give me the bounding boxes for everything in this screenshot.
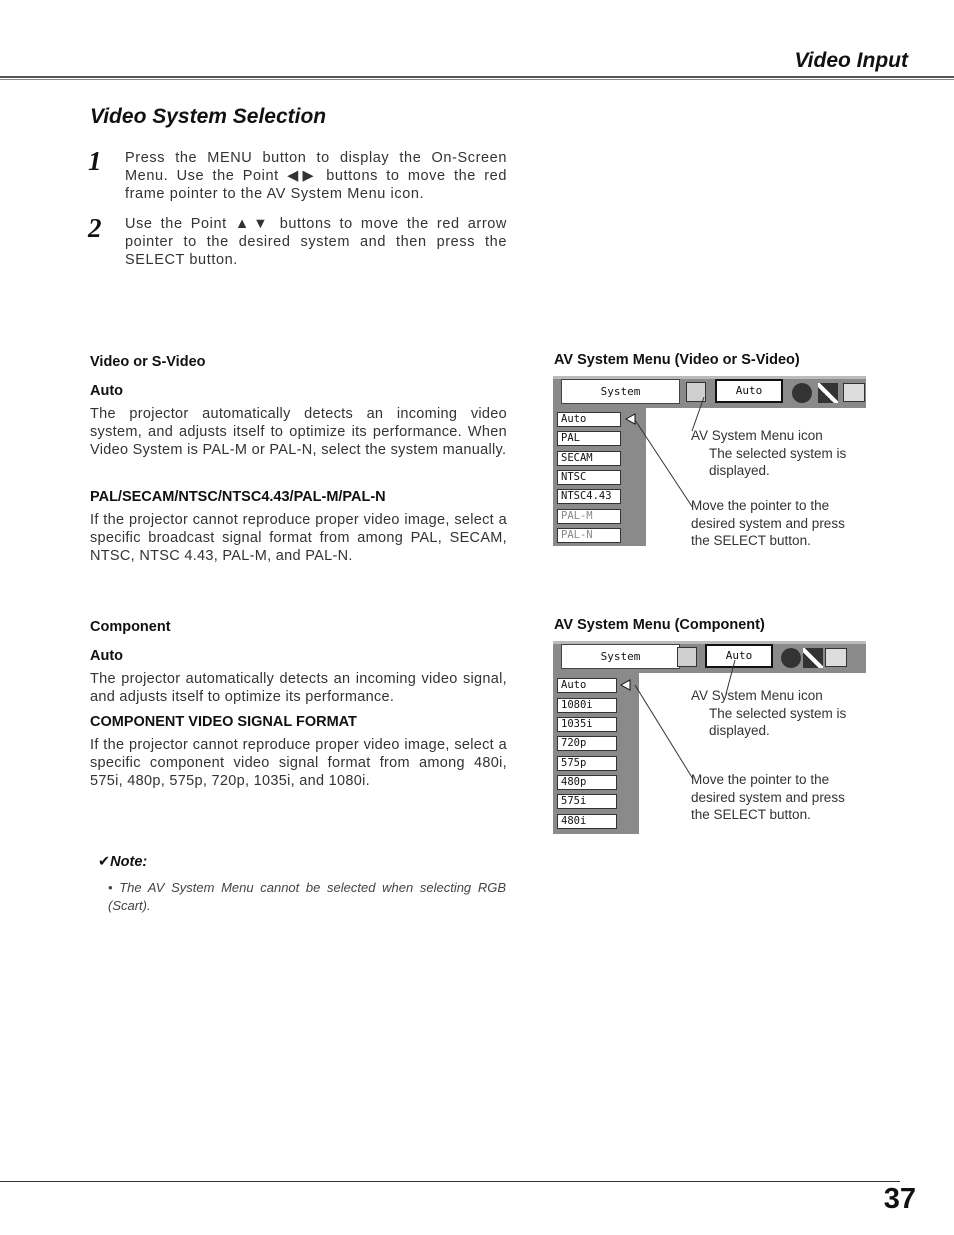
color-icon [781,648,801,668]
current-system-display: Auto [705,644,773,668]
video-auto-heading: Auto [90,383,124,399]
checkmark-icon: ✔ [98,854,111,870]
video-callout-pointer: Move the pointer to the desired system and press the SELECT button. [691,498,845,548]
system-option-575i[interactable]: 575i [557,794,617,809]
footer-rule [0,1181,900,1182]
video-callout-icon: AV System Menu icon The selected system is displayed. [691,428,847,478]
image-icon [843,383,865,402]
note-text: • The AV System Menu cannot be selected when selecting RGB (Scart). [108,880,506,913]
video-heading: Video or S-Video [90,354,206,370]
system-option-auto[interactable]: Auto [557,678,617,693]
header-rule [0,76,954,78]
note-heading: ✔Note: [98,854,148,870]
system-label: System [561,644,680,669]
video-formats-text: If the projector cannot reproduce proper video image, select a specific broadcast signal format from among PAL, SECAM, NTSC, NTSC 4.43, PAL-M, and PAL-N. [90,512,507,564]
current-system-display: Auto [715,379,783,403]
step-number-2: 2 [88,213,102,243]
system-option-pal-m[interactable]: PAL-M [557,509,621,524]
component-osd-list [553,673,639,834]
color-icon [792,383,812,403]
step-text-2: Use the Point ▲▼ buttons to move the red arrow pointer to the desired system and then press the SELECT button. [125,216,507,268]
component-callout-icon: AV System Menu icon The selected system is displayed. [691,688,847,738]
component-osd-menubar [553,641,866,673]
system-option-ntsc443[interactable]: NTSC4.43 [557,489,621,504]
component-callout-lines [630,655,700,785]
component-auto-text: The projector automatically detects an incoming video signal, and adjusts itself to optimize its performance. [90,671,507,705]
video-menu-title: AV System Menu (Video or S-Video) [554,352,800,368]
system-option-575p[interactable]: 575p [557,756,617,771]
image-icon [825,648,847,667]
component-format-heading: COMPONENT VIDEO SIGNAL FORMAT [90,714,357,730]
system-option-secam[interactable]: SECAM [557,451,621,466]
page-number: 37 [883,1183,916,1215]
system-option-1035i[interactable]: 1035i [557,717,617,732]
system-option-1080i[interactable]: 1080i [557,698,617,713]
system-option-pal-n[interactable]: PAL-N [557,528,621,543]
system-option-480i[interactable]: 480i [557,814,617,829]
system-option-720p[interactable]: 720p [557,736,617,751]
section-title: Video System Selection [90,105,327,128]
component-callout-pointer: Move the pointer to the desired system and press the SELECT button. [691,772,845,822]
step-text-1: Press the MENU button to display the On-Screen Menu. Use the Point ◀▶ buttons to move the red frame pointer to the AV System Menu icon. [125,150,507,202]
system-option-ntsc[interactable]: NTSC [557,470,621,485]
component-auto-heading: Auto [90,648,124,664]
adjust-icon [818,383,838,403]
header-rule-thin [0,79,954,80]
system-label: System [561,379,680,404]
system-option-auto[interactable]: Auto [557,412,621,427]
component-format-text: If the projector cannot reproduce proper video image, select a specific component video signal format from among 480i, 575i, 480p, 575p, 720p, 1035i, and 1080i. [90,737,507,789]
adjust-icon [803,648,823,668]
system-option-480p[interactable]: 480p [557,775,617,790]
step-number-1: 1 [88,146,102,176]
video-auto-text: The projector automatically detects an incoming video system, and adjusts itself to optimize its performance. When Video System is PAL-M or PAL-N, select the system manually. [90,406,507,458]
running-header: Video Input [794,49,908,72]
system-option-pal[interactable]: PAL [557,431,621,446]
component-heading: Component [90,619,171,635]
video-formats-heading: PAL/SECAM/NTSC/NTSC4.43/PAL-M/PAL-N [90,489,386,505]
component-menu-title: AV System Menu (Component) [554,617,765,633]
